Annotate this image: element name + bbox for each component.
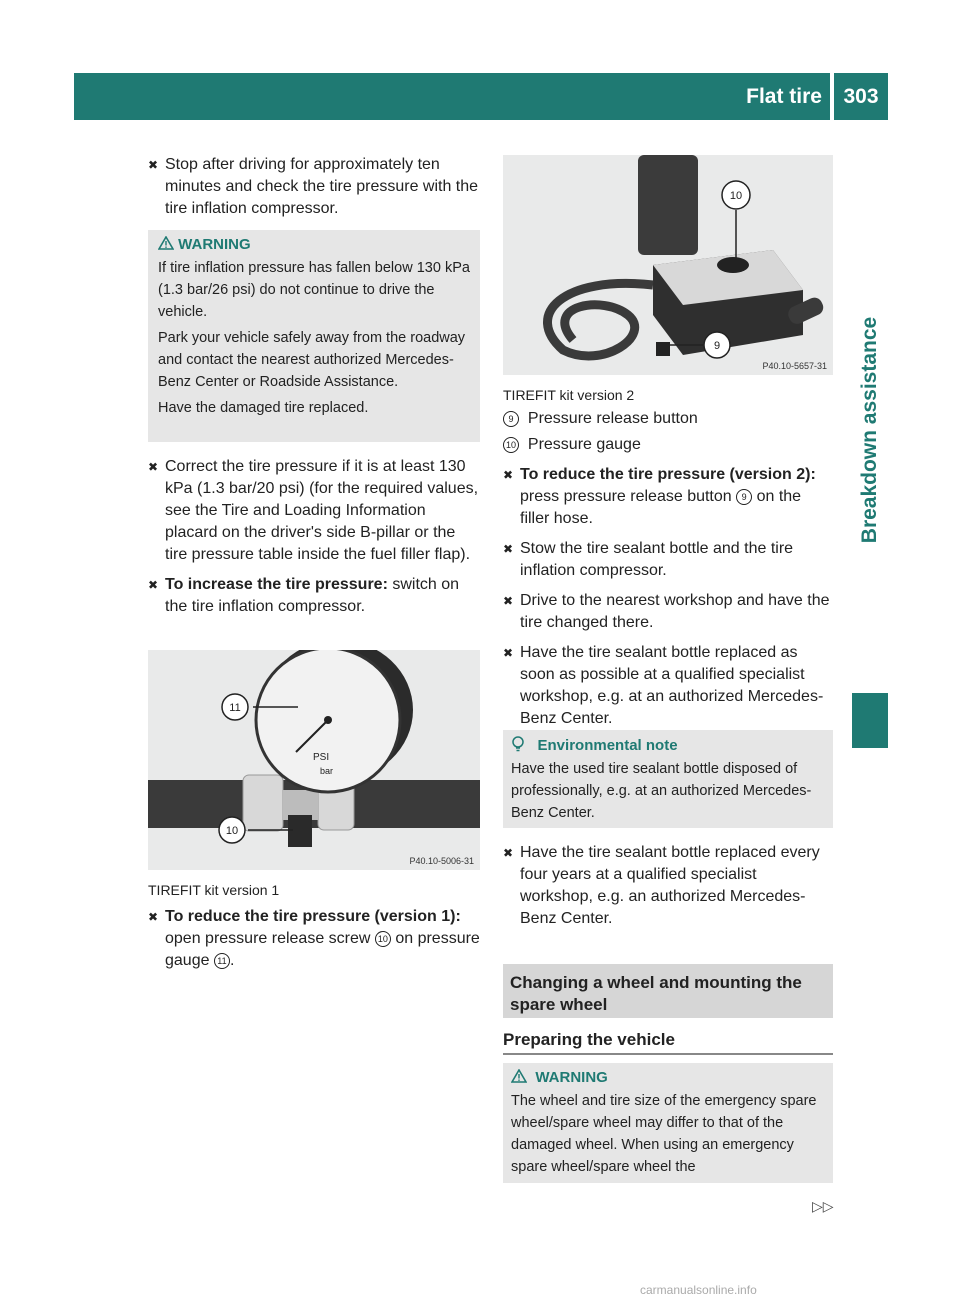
- legend-label: Pressure release button: [527, 410, 698, 427]
- instruction-item: [148, 456, 480, 566]
- left-column-3: [148, 906, 480, 972]
- watermark: carmanualsonline.info: [640, 1283, 757, 1297]
- callout-label: 9: [713, 340, 721, 352]
- instruction-text: Stow the tire sealant bottle and the tire inflation compressor.: [520, 540, 794, 579]
- left-column: [148, 154, 480, 220]
- callout-number: 10: [503, 437, 519, 453]
- section-heading: Changing a wheel and mounting the spare wheel: [510, 973, 802, 1014]
- legend-list: [503, 408, 833, 456]
- warning-paragraph: Park your vehicle safely away from the roadway and contact the nearest authorized Mercedes-Benz Center or Roadside Assistance.: [158, 330, 466, 390]
- continue-marker: ▷▷: [812, 1198, 834, 1214]
- warning-title: WARNING: [535, 1069, 608, 1086]
- instruction-bold: To reduce the tire pressure (version 1):: [165, 908, 461, 925]
- section-tab: [852, 130, 888, 730]
- section-tab-marker: [852, 693, 888, 748]
- warning-heading: [158, 236, 470, 253]
- warning-title: WARNING: [178, 236, 251, 253]
- callout-label: 10: [225, 825, 239, 837]
- instruction-bold: To reduce the tire pressure (version 2):: [520, 466, 816, 483]
- instruction-text: Correct the tire pressure if it is at least 130 kPa (1.3 bar/20 psi) (for the required values, see the Tire and Loading Information placard on the driver's side B-pillar or the tire pressure table inside the fuel filler flap).: [165, 458, 479, 563]
- instruction-text: Stop after driving for approximately ten minutes and check the tire pressure with the tire inflation compressor.: [165, 156, 479, 217]
- instruction-text: Have the tire sealant bottle replaced every four years at a qualified specialist workshop, e.g. an authorized Mercedes-Benz Center.: [520, 844, 820, 927]
- env-text: Have the used tire sealant bottle disposed of professionally, e.g. at an authorized Mercedes-Benz Center.: [511, 761, 812, 821]
- right-column: [503, 464, 833, 730]
- image-code: P40.10-5657-31: [762, 361, 827, 371]
- callout-label: 10: [729, 190, 743, 202]
- warning-paragraph: The wheel and tire size of the emergency spare wheel/spare wheel may differ to that of the damaged wheel. When using an emergency spare wheel/spare wheel the: [511, 1093, 817, 1175]
- instruction-item: [148, 906, 480, 972]
- warning-paragraph: Have the damaged tire replaced.: [158, 400, 369, 416]
- instruction-item: [503, 464, 833, 530]
- instruction-text: .: [229, 952, 235, 969]
- subheading-rule: [503, 1053, 833, 1055]
- instruction-item: [503, 642, 833, 730]
- instruction-bold: To increase the tire pressure:: [165, 576, 388, 593]
- warning-triangle-icon: [158, 236, 178, 253]
- instruction-item: [148, 154, 480, 220]
- page-title: Flat tire: [746, 85, 822, 108]
- lightbulb-icon: [511, 737, 529, 754]
- legend-item: [503, 408, 833, 430]
- right-column-2: [503, 842, 833, 930]
- env-heading: [511, 736, 825, 754]
- instruction-text: switch on the tire inflation compressor.: [165, 576, 460, 615]
- legend-label: Pressure gauge: [527, 436, 641, 453]
- instruction-text: open pressure release screw: [165, 930, 375, 947]
- callout-number: 11: [214, 953, 230, 969]
- instruction-item: [503, 590, 833, 634]
- callout-number: 9: [503, 411, 519, 427]
- instruction-item: [503, 538, 833, 582]
- instruction-text: on the filler hose.: [520, 488, 802, 527]
- tirefit-kit-image: [503, 155, 833, 375]
- pressure-gauge-illustration: [148, 650, 480, 870]
- page-number: 303: [834, 73, 888, 120]
- callout-number: 10: [375, 931, 391, 947]
- instruction-text: Have the tire sealant bottle replaced as soon as possible at a qualified specialist workshop, e.g. at an authorized Mercedes-Benz Center.: [520, 644, 824, 727]
- image-code: P40.10-5006-31: [409, 856, 474, 866]
- warning-heading: [511, 1069, 825, 1086]
- warning-triangle-icon: [511, 1069, 531, 1086]
- tirefit-kit-illustration: [503, 155, 833, 375]
- pressure-gauge-image: [148, 650, 480, 870]
- left-column-2: [148, 456, 480, 618]
- svg-text:bar: bar: [320, 766, 334, 776]
- instruction-item: [148, 574, 480, 618]
- image-caption: TIREFIT kit version 2: [503, 387, 635, 403]
- warning-box: [148, 230, 480, 442]
- instruction-text: on pressure gauge: [165, 930, 480, 969]
- callout-label: 11: [229, 702, 241, 714]
- legend-item: [503, 434, 833, 456]
- subheading: Preparing the vehicle: [503, 1030, 675, 1049]
- environmental-note-box: [503, 730, 833, 828]
- svg-text:PSI: PSI: [313, 752, 330, 763]
- callout-number: 9: [736, 489, 752, 505]
- warning-paragraph: If tire inflation pressure has fallen below 130 kPa (1.3 bar/26 psi) do not continue to drive the vehicle.: [158, 260, 470, 320]
- env-title: Environmental note: [537, 737, 678, 754]
- instruction-item: [503, 842, 833, 930]
- section-tab-label: Breakdown assistance: [858, 316, 881, 544]
- image-caption: TIREFIT kit version 1: [148, 882, 280, 898]
- instruction-text: press pressure release button: [520, 488, 737, 505]
- warning-box-2: [503, 1063, 833, 1183]
- instruction-text: Drive to the nearest workshop and have the tire changed there.: [520, 592, 830, 631]
